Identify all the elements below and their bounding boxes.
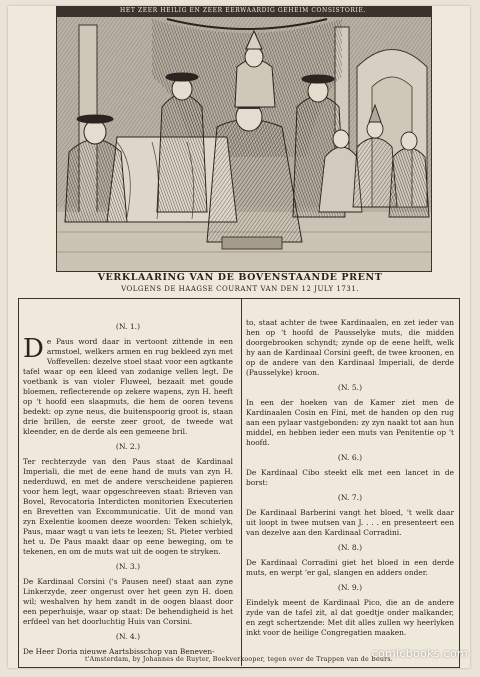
left-column [23,318,233,662]
section-number: (N. 1.) [115,322,141,331]
section-text: De Kardinaal Corsini ('s Pausen neef) staat aan zyne Linkerzyde, zeer ongerust over het geen zyn H. doen wil; weshalven hy hem zandt in de oogen blaast door een peperhuisje, waar op staat: De behendigheid is het erfdeel van het doorluchtig Huis van Corsini. [23,577,233,626]
section-text: e Paus word daar in vertoont zittende in een armstoel, welkers armen en rug bekleed zyn met Voffevellen: dezelve stoel staat voor een agtkante tafel waar op een kleed van zodanige vellen legt. De voetbank is van violer Fluweel, bezaait met goude bloemen, reflecterende op zekere wapens, zyn H. heeft op 't hoofd een slaapmuts, die hem de ooren tevens bedekt: op zyne neus, die buitenspoorig groot is, staan drie brillen, de eerste zeer groot, de tweede wat kleender, en de derde als een gemeene bril. [23,337,233,436]
page-title: VERKLAARING VAN DE BOVENSTAANDE PRENT [97,272,383,283]
section-text: De Kardinaal Barberini vangt het bloed, 't welk daar uit loopt in twee mutsen van J. . . . en presenteert een van dezelve aan den Kardinaal Corradini. [246,508,454,537]
section-number: (N. 7.) [337,493,363,502]
section-number: (N. 3.) [115,562,141,571]
section-number: (N. 6.) [337,453,363,462]
section-number: (N. 5.) [337,383,363,392]
engraving-illustration [57,7,431,271]
section-number: (N. 2.) [115,442,141,451]
section-text: Eindelyk meent de Kardinaal Pico, die an de andere zyde van de tafel zit, al dat goedtje onder malkander, en zegt schertzende: Met dit alles zullen wy heerlyken inkt voor de heilige Congregatien maaken. [246,598,454,637]
section-text: In een der hoeken van de Kamer ziet men de Kardinaalen Cosin en Fini, met de handen op den rug aan een pylaar vastgebonden: zy zyn naakt tot aan hun middel, en hebben ieder een muts van Penitentie op 't hoofd. [246,398,454,447]
section-text: De Heer Doria nieuwe Aartsbisschop van Beneven- [23,647,215,656]
right-column [246,318,454,643]
section-number: (N. 4.) [115,632,141,641]
section-text: Ter rechterzyde van den Paus staat de Kardinaal Imperiali, die met de eene hand de muts van zyn H. nederduwd, en met de andere verscheidene papieren voor hem legt, waar opgeschreeven staat: Brieven van Bovel, Revocatoria Interdicten monitorien Executerien en Brevetten van Excommunicatie. Uit de mond van zyn Exelentie koomen deeze woorden: Teken schielyk, Paus, maar wagt u van iets te leezen; St. Pieter verbied het u. De Paus maakt daar op eene beweging, om te tekenen, en om de muts wat uit de oogen te stryken. [23,457,233,556]
section-text: to, staat achter de twee Kardinaalen, en zet ieder van hen op 't hoofd de Pausselyke muts, die midden doorgebrooken schyndt; zynde op de eene helft, welk hy aan de Kardinaal Corsini geeft, de twee kroonen, en op de andere van den Kardinaal Imperiali, de derde (Pausselyke) kroon. [246,318,454,377]
page-subtitle: VOLGENS DE HAAGSE COURANT VAN DEN 12 JULY 1731. [121,285,359,293]
section-text: De Kardinaal Corradini giet het bloed in een derde muts, en werpt 'er gal, slangen en adders onder. [246,558,454,577]
section-text: De Kardinaal Cibo steekt elk met een lancet in de borst: [246,468,454,487]
imprint-footer: t'Amsterdam, by Johannes de Ruyter, Boekverkooper, tegen over de Trappen van de Beurs. [85,656,393,663]
section-number: (N. 9.) [337,583,363,592]
column-divider [241,298,242,666]
section-number: (N. 8.) [337,543,363,552]
section-paragraph [23,334,233,437]
engraving-plate [56,6,432,272]
watermark: comicbooks.com [371,647,468,660]
plate-caption: HET ZEER HEILIG EN ZEER EERWAARDIG GEHEIM CONSISTORIE. [120,7,366,14]
drop-cap: D [23,334,44,364]
